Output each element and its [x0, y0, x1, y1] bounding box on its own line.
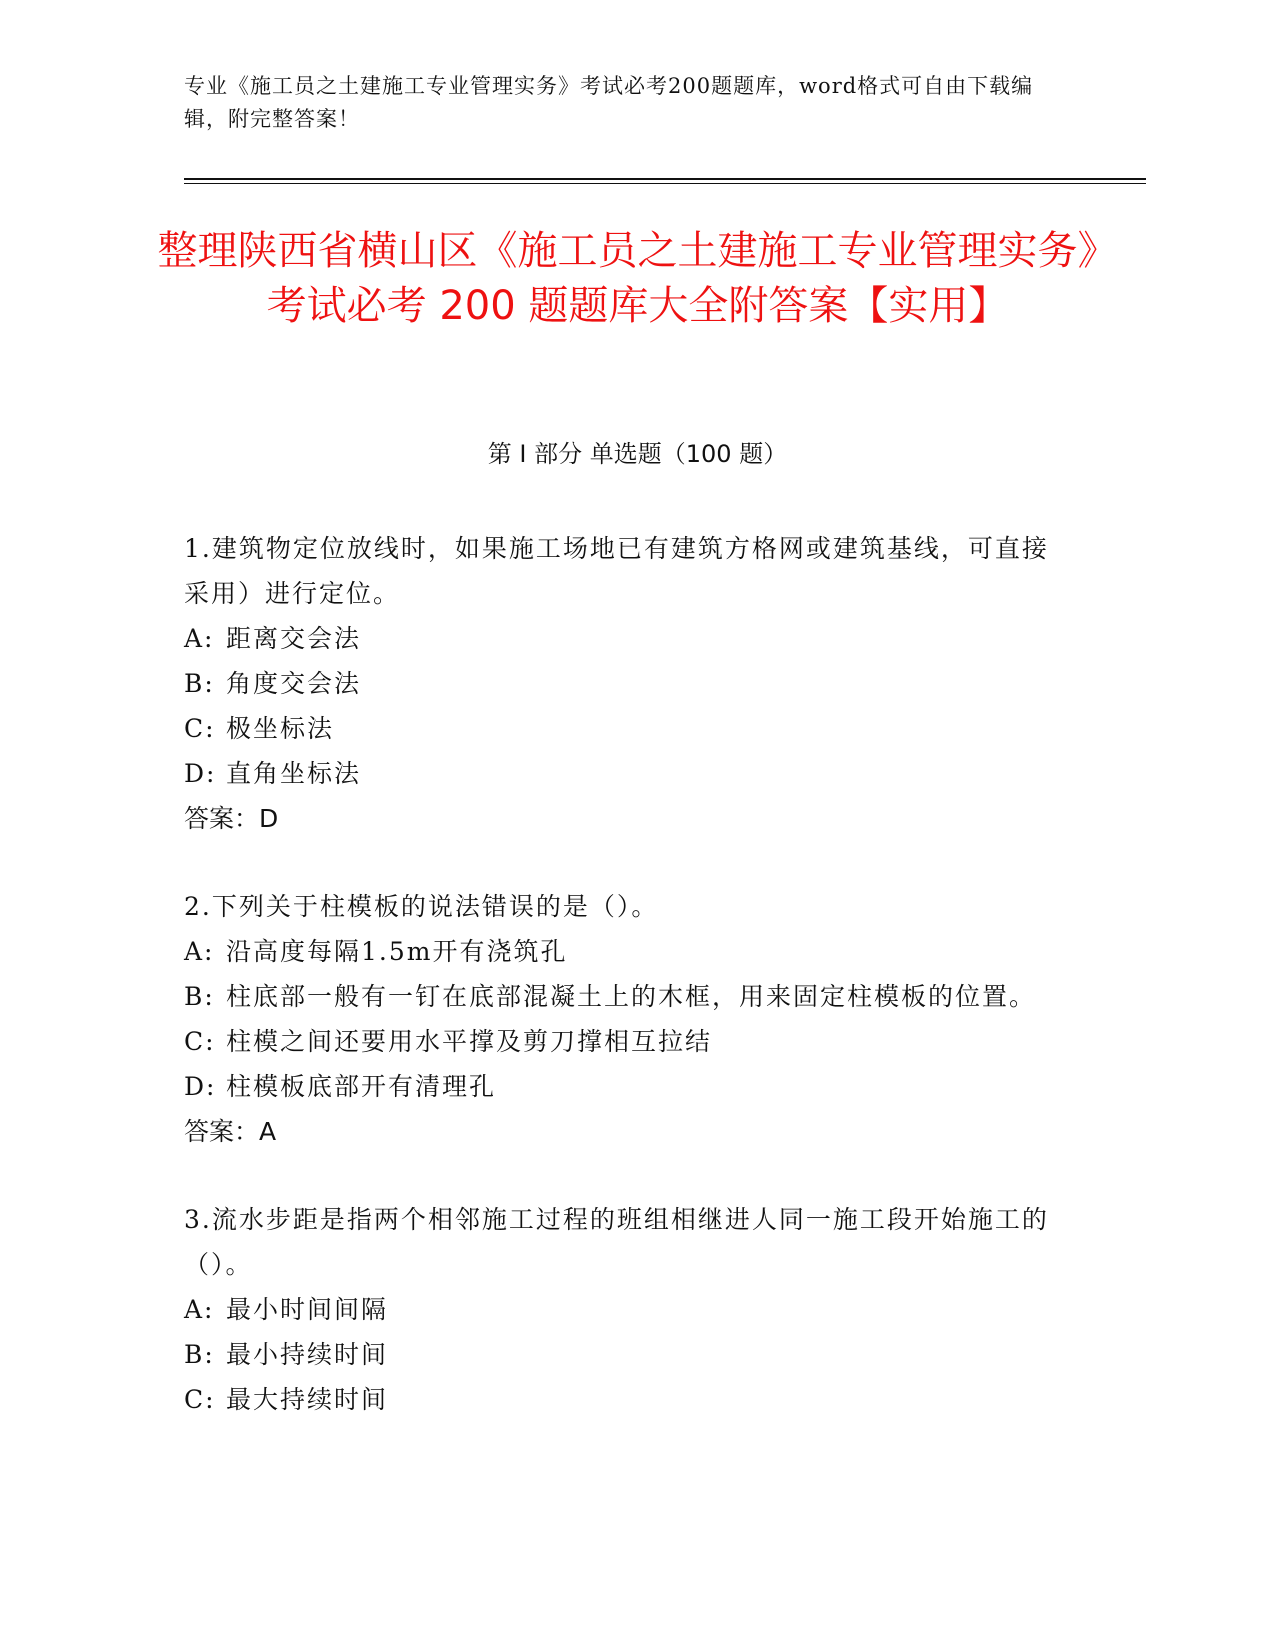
option-text: 角度交会法 [226, 669, 362, 698]
question-2 [184, 884, 1064, 1154]
question-stem: 1.建筑物定位放线时，如果施工场地已有建筑方格网或建筑基线，可直接采用）进行定位。 [184, 534, 1049, 608]
option-b [184, 661, 1064, 706]
option-c [184, 1377, 1064, 1422]
answer-line: 答案：D [184, 804, 279, 833]
option-d [184, 1064, 1064, 1109]
question-stem: 3.流水步距是指两个相邻施工过程的班组相继进人同一施工段开始施工的（）。 [184, 1205, 1049, 1279]
option-key: D: [184, 1072, 217, 1101]
option-text: 柱模之间还要用水平撑及剪刀撑相互拉结 [226, 1027, 713, 1056]
option-text: 最小持续时间 [226, 1340, 389, 1369]
option-a [184, 616, 1064, 661]
option-c [184, 1019, 1064, 1064]
option-b [184, 1332, 1064, 1377]
question-list [184, 526, 1064, 1465]
option-text: 柱底部一般有一钉在底部混凝土上的木框，用来固定柱模板的位置。 [226, 982, 1037, 1011]
section-title: 第 I 部分 单选题（100 题） [487, 440, 788, 468]
header-divider-thin [184, 183, 1146, 184]
option-text: 距离交会法 [226, 624, 362, 653]
option-text: 柱模板底部开有清理孔 [226, 1072, 497, 1101]
option-b [184, 974, 1064, 1019]
option-text: 沿高度每隔1.5m开有浇筑孔 [226, 937, 568, 966]
question-3 [184, 1197, 1064, 1422]
option-a [184, 929, 1064, 974]
document-title: 整理陕西省横山区《施工员之土建施工专业管理实务》考试必考 200 题题库大全附答案【实用】 [157, 228, 1118, 329]
option-key: B: [184, 982, 215, 1011]
option-text: 极坐标法 [226, 714, 335, 743]
question-stem: 2.下列关于柱模板的说法错误的是（）。 [184, 892, 659, 921]
option-key: A: [184, 624, 215, 653]
answer-line: 答案：A [184, 1117, 277, 1146]
option-key: D: [184, 759, 217, 788]
option-key: A: [184, 1295, 215, 1324]
option-key: C: [184, 714, 216, 743]
option-d [184, 751, 1064, 796]
option-a [184, 1287, 1064, 1332]
option-key: C: [184, 1385, 216, 1414]
option-c [184, 706, 1064, 751]
document-intro: 专业《施工员之土建施工专业管理实务》考试必考200题题库，word格式可自由下载编辑，附完整答案！ [184, 74, 1034, 131]
header-divider-thick [184, 178, 1146, 180]
option-text: 最小时间间隔 [226, 1295, 389, 1324]
option-key: C: [184, 1027, 216, 1056]
option-key: B: [184, 669, 215, 698]
option-key: A: [184, 937, 215, 966]
question-1 [184, 526, 1064, 841]
option-key: B: [184, 1340, 215, 1369]
option-text: 直角坐标法 [226, 759, 362, 788]
option-text: 最大持续时间 [226, 1385, 389, 1414]
